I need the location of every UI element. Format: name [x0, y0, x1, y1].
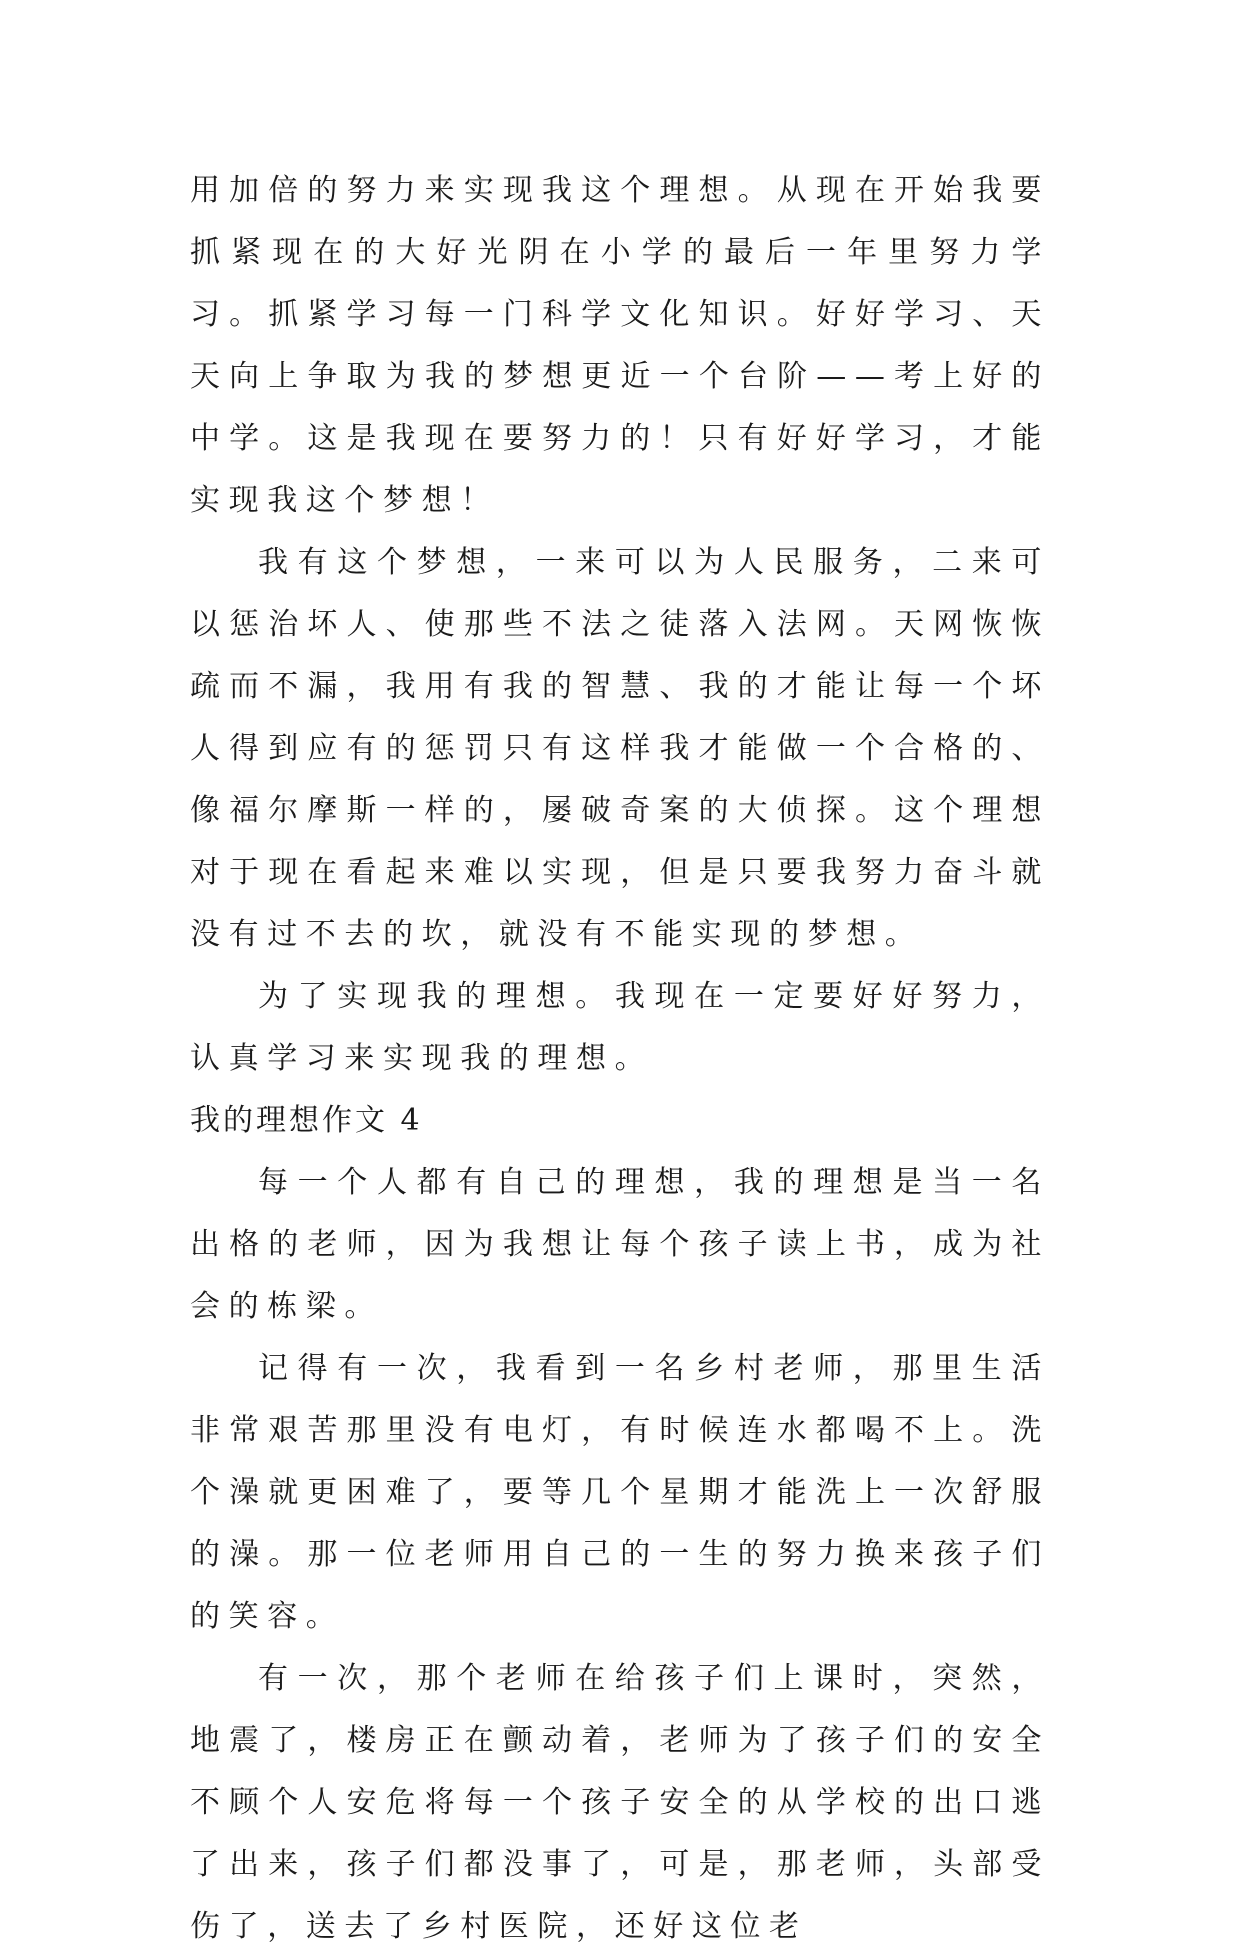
paragraph-earthquake: 有一次，那个老师在给孩子们上课时，突然，地震了，楼房正在颤动着，老师为了孩子们的安全不顾个人安危将每一个孩子安全的从学校的出口逃了出来，孩子们都没事了，可是，那老师，头部受伤了，送去了乡村医院，还好这位老 [190, 1661, 1050, 1944]
paragraph-realize-ideal: 为了实现我的理想。我现在一定要好好努力，认真学习来实现我的理想。 [190, 979, 1050, 1076]
essay-heading: 我的理想作文 4 [190, 1103, 423, 1138]
paragraph-village-teacher: 记得有一次，我看到一名乡村老师，那里生活非常艰苦那里没有电灯，有时候连水都喝不上。洗个澡就更困难了，要等几个星期才能洗上一次舒服的澡。那一位老师用自己的一生的努力换来孩子们的笑容。 [190, 1351, 1050, 1634]
document-body [190, 160, 1050, 1958]
paragraph-teacher-ideal: 每一个人都有自己的理想，我的理想是当一名出格的老师，因为我想让每个孩子读上书，成为社会的栋梁。 [190, 1165, 1050, 1324]
paragraph-continuation: 用加倍的努力来实现我这个理想。从现在开始我要抓紧现在的大好光阴在小学的最后一年里努力学习。抓紧学习每一门科学文化知识。好好学习、天天向上争取为我的梦想更近一个台阶——考上好的中学。这是我现在要努力的！只有好好学习，才能实现我这个梦想！ [190, 173, 1050, 518]
paragraph-dream-detective: 我有这个梦想，一来可以为人民服务，二来可以惩治坏人、使那些不法之徒落入法网。天网恢恢疏而不漏，我用有我的智慧、我的才能让每一个坏人得到应有的惩罚只有这样我才能做一个合格的、像福尔摩斯一样的，屡破奇案的大侦探。这个理想对于现在看起来难以实现，但是只要我努力奋斗就没有过不去的坎，就没有不能实现的梦想。 [190, 545, 1050, 952]
